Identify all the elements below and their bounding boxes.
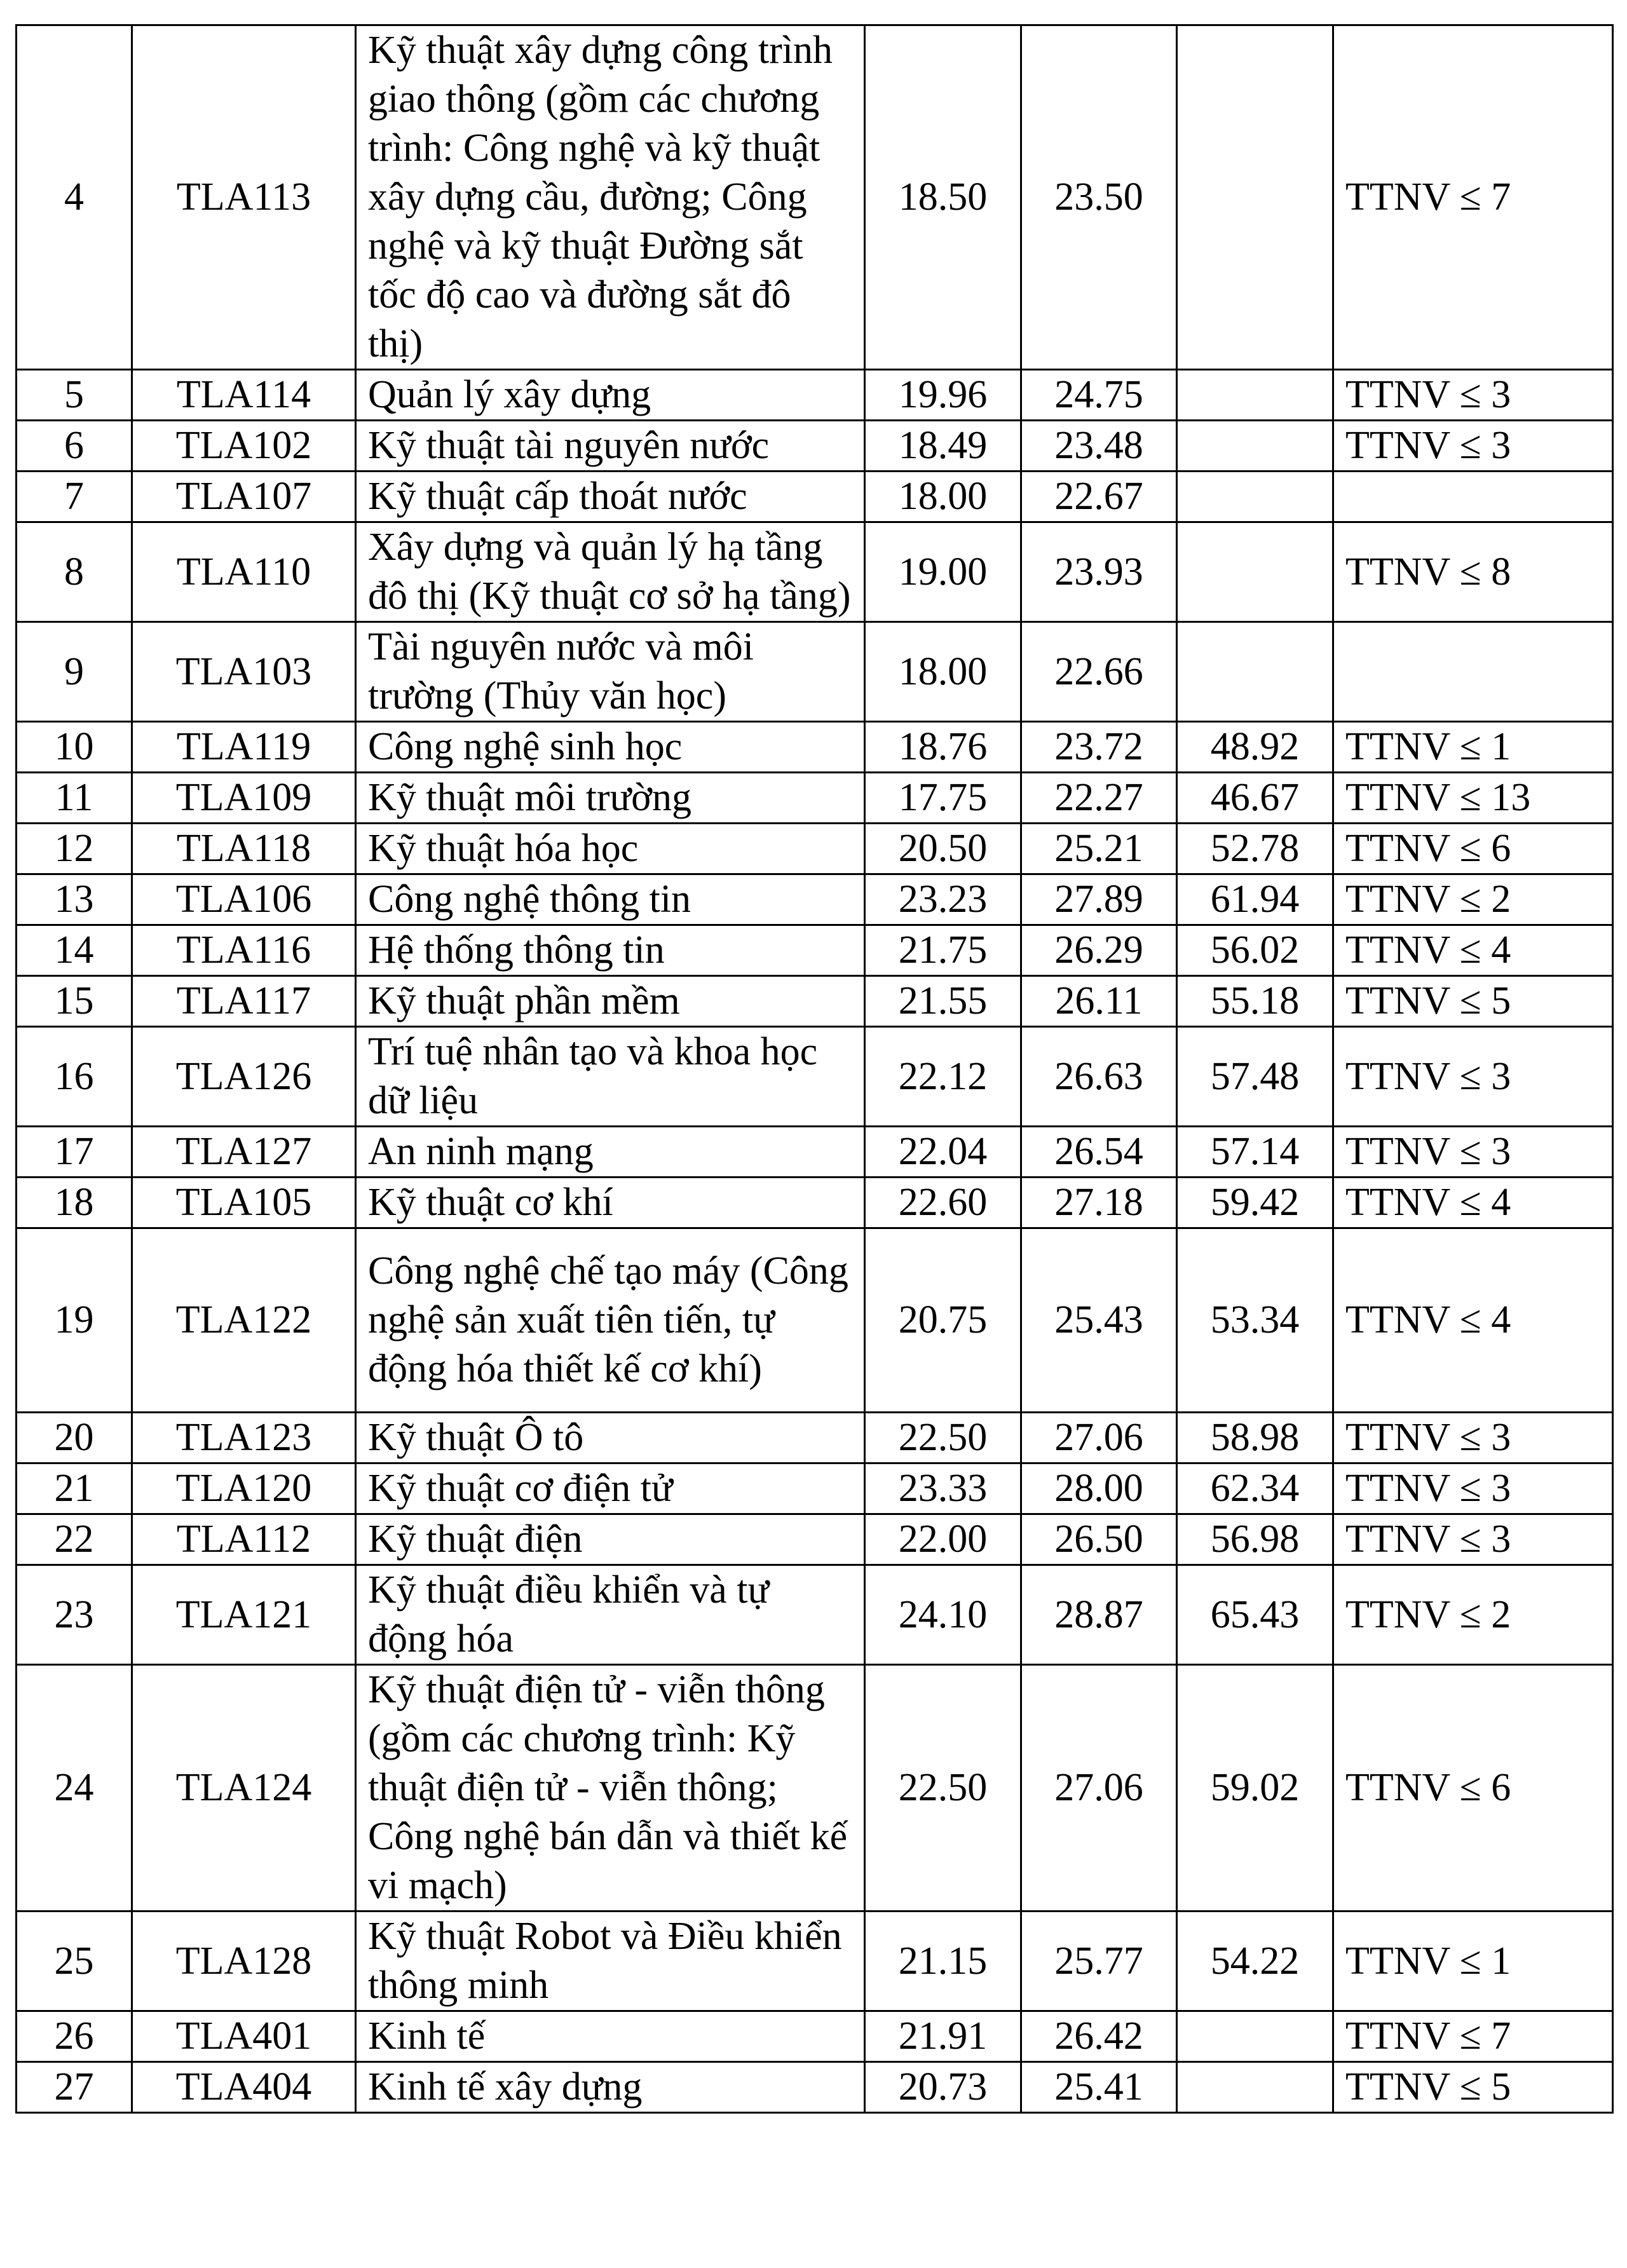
score-cell: 18.00 (865, 622, 1021, 722)
table-row (17, 1178, 1613, 1228)
score-cell (1177, 370, 1333, 421)
row-number-cell: 18 (17, 1178, 132, 1228)
score-cell: 23.48 (1021, 421, 1177, 472)
priority-note-cell (1333, 472, 1613, 522)
program-code-cell: TLA113 (132, 25, 356, 370)
admission-score-table (15, 24, 1614, 2114)
program-name-cell: Kỹ thuật điều khiển và tự động hóa (356, 1565, 865, 1665)
table-row (17, 25, 1613, 370)
program-name-cell: Kinh tế xây dựng (356, 2062, 865, 2113)
priority-note-cell: TTNV ≤ 6 (1333, 1665, 1613, 1912)
row-number-cell: 16 (17, 1027, 132, 1127)
score-cell: 25.43 (1021, 1228, 1177, 1413)
score-cell: 22.50 (865, 1413, 1021, 1463)
table-row (17, 522, 1613, 622)
score-cell: 55.18 (1177, 976, 1333, 1027)
score-cell: 27.06 (1021, 1665, 1177, 1912)
row-number-cell: 21 (17, 1463, 132, 1514)
score-cell: 21.15 (865, 1912, 1021, 2011)
program-code-cell: TLA107 (132, 472, 356, 522)
program-code-cell: TLA124 (132, 1665, 356, 1912)
table-row (17, 2011, 1613, 2062)
score-cell: 22.27 (1021, 773, 1177, 824)
row-number-cell: 25 (17, 1912, 132, 2011)
score-cell: 26.50 (1021, 1514, 1177, 1565)
score-cell: 52.78 (1177, 824, 1333, 874)
program-code-cell: TLA102 (132, 421, 356, 472)
table-row (17, 976, 1613, 1027)
program-code-cell: TLA110 (132, 522, 356, 622)
program-name-cell: Công nghệ chế tạo máy (Công nghệ sản xuất tiên tiến, tự động hóa thiết kế cơ khí) (356, 1228, 865, 1413)
program-name-cell: Kỹ thuật điện tử - viễn thông (gồm các chương trình: Kỹ thuật điện tử - viễn thông; Công nghệ bán dẫn và thiết kế vi mạch) (356, 1665, 865, 1912)
program-code-cell: TLA126 (132, 1027, 356, 1127)
score-cell: 22.04 (865, 1127, 1021, 1178)
score-cell: 18.76 (865, 722, 1021, 773)
score-cell: 27.89 (1021, 874, 1177, 925)
program-code-cell: TLA116 (132, 925, 356, 976)
priority-note-cell: TTNV ≤ 3 (1333, 1514, 1613, 1565)
table-row (17, 1127, 1613, 1178)
score-cell: 26.11 (1021, 976, 1177, 1027)
table-row (17, 925, 1613, 976)
score-cell (1177, 2011, 1333, 2062)
score-cell: 25.41 (1021, 2062, 1177, 2113)
score-cell: 22.12 (865, 1027, 1021, 1127)
program-name-cell: Trí tuệ nhân tạo và khoa học dữ liệu (356, 1027, 865, 1127)
program-code-cell: TLA120 (132, 1463, 356, 1514)
program-name-cell: Kỹ thuật hóa học (356, 824, 865, 874)
score-cell: 18.49 (865, 421, 1021, 472)
program-code-cell: TLA106 (132, 874, 356, 925)
program-code-cell: TLA114 (132, 370, 356, 421)
program-code-cell: TLA117 (132, 976, 356, 1027)
score-cell: 26.63 (1021, 1027, 1177, 1127)
score-cell: 23.23 (865, 874, 1021, 925)
row-number-cell: 10 (17, 722, 132, 773)
score-cell: 65.43 (1177, 1565, 1333, 1665)
score-cell: 22.50 (865, 1665, 1021, 1912)
priority-note-cell: TTNV ≤ 4 (1333, 1178, 1613, 1228)
score-cell: 26.42 (1021, 2011, 1177, 2062)
priority-note-cell: TTNV ≤ 8 (1333, 522, 1613, 622)
score-cell: 57.14 (1177, 1127, 1333, 1178)
score-cell: 53.34 (1177, 1228, 1333, 1413)
priority-note-cell: TTNV ≤ 3 (1333, 1027, 1613, 1127)
row-number-cell: 22 (17, 1514, 132, 1565)
program-name-cell: Kỹ thuật tài nguyên nước (356, 421, 865, 472)
program-name-cell: An ninh mạng (356, 1127, 865, 1178)
score-cell: 56.02 (1177, 925, 1333, 976)
table-row (17, 472, 1613, 522)
score-cell: 23.72 (1021, 722, 1177, 773)
program-name-cell: Xây dựng và quản lý hạ tầng đô thị (Kỹ thuật cơ sở hạ tầng) (356, 522, 865, 622)
table-row (17, 421, 1613, 472)
score-cell (1177, 622, 1333, 722)
score-cell: 22.60 (865, 1178, 1021, 1228)
program-name-cell: Kỹ thuật Ô tô (356, 1413, 865, 1463)
score-cell: 21.91 (865, 2011, 1021, 2062)
row-number-cell: 14 (17, 925, 132, 976)
priority-note-cell: TTNV ≤ 3 (1333, 1413, 1613, 1463)
program-name-cell: Kỹ thuật cơ khí (356, 1178, 865, 1228)
row-number-cell: 27 (17, 2062, 132, 2113)
priority-note-cell: TTNV ≤ 1 (1333, 1912, 1613, 2011)
row-number-cell: 20 (17, 1413, 132, 1463)
score-cell: 28.87 (1021, 1565, 1177, 1665)
score-cell: 22.67 (1021, 472, 1177, 522)
row-number-cell: 7 (17, 472, 132, 522)
table-row (17, 722, 1613, 773)
table-row (17, 1027, 1613, 1127)
table-row (17, 2062, 1613, 2113)
program-code-cell: TLA404 (132, 2062, 356, 2113)
table-row (17, 874, 1613, 925)
score-cell: 57.48 (1177, 1027, 1333, 1127)
program-code-cell: TLA122 (132, 1228, 356, 1413)
program-name-cell: Kỹ thuật phần mềm (356, 976, 865, 1027)
program-name-cell: Kỹ thuật cơ điện tử (356, 1463, 865, 1514)
priority-note-cell: TTNV ≤ 4 (1333, 925, 1613, 976)
score-cell: 19.96 (865, 370, 1021, 421)
priority-note-cell: TTNV ≤ 5 (1333, 2062, 1613, 2113)
row-number-cell: 26 (17, 2011, 132, 2062)
score-cell: 58.98 (1177, 1413, 1333, 1463)
table-row (17, 773, 1613, 824)
score-cell: 23.50 (1021, 25, 1177, 370)
program-code-cell: TLA109 (132, 773, 356, 824)
priority-note-cell: TTNV ≤ 3 (1333, 1127, 1613, 1178)
program-code-cell: TLA103 (132, 622, 356, 722)
score-cell: 20.50 (865, 824, 1021, 874)
score-cell: 59.42 (1177, 1178, 1333, 1228)
program-name-cell: Kỹ thuật Robot và Điều khiển thông minh (356, 1912, 865, 2011)
table-row (17, 622, 1613, 722)
score-cell: 62.34 (1177, 1463, 1333, 1514)
row-number-cell: 9 (17, 622, 132, 722)
score-cell: 17.75 (865, 773, 1021, 824)
table-row (17, 370, 1613, 421)
score-cell: 21.55 (865, 976, 1021, 1027)
priority-note-cell: TTNV ≤ 3 (1333, 1463, 1613, 1514)
score-cell: 25.77 (1021, 1912, 1177, 2011)
row-number-cell: 13 (17, 874, 132, 925)
score-cell: 22.00 (865, 1514, 1021, 1565)
score-cell: 18.00 (865, 472, 1021, 522)
table-body (17, 25, 1613, 2113)
score-cell: 24.75 (1021, 370, 1177, 421)
score-cell: 20.73 (865, 2062, 1021, 2113)
score-cell (1177, 2062, 1333, 2113)
row-number-cell: 11 (17, 773, 132, 824)
score-cell (1177, 25, 1333, 370)
row-number-cell: 17 (17, 1127, 132, 1178)
program-code-cell: TLA112 (132, 1514, 356, 1565)
table-row (17, 1463, 1613, 1514)
program-code-cell: TLA121 (132, 1565, 356, 1665)
priority-note-cell: TTNV ≤ 6 (1333, 824, 1613, 874)
table-row (17, 1565, 1613, 1665)
score-cell (1177, 472, 1333, 522)
row-number-cell: 4 (17, 25, 132, 370)
row-number-cell: 19 (17, 1228, 132, 1413)
program-code-cell: TLA105 (132, 1178, 356, 1228)
score-cell: 27.06 (1021, 1413, 1177, 1463)
score-cell: 20.75 (865, 1228, 1021, 1413)
score-cell (1177, 421, 1333, 472)
priority-note-cell: TTNV ≤ 2 (1333, 874, 1613, 925)
priority-note-cell: TTNV ≤ 3 (1333, 370, 1613, 421)
program-name-cell: Công nghệ sinh học (356, 722, 865, 773)
priority-note-cell: TTNV ≤ 5 (1333, 976, 1613, 1027)
table-row (17, 1665, 1613, 1912)
score-cell (1177, 522, 1333, 622)
score-cell: 26.54 (1021, 1127, 1177, 1178)
score-cell: 19.00 (865, 522, 1021, 622)
score-cell: 46.67 (1177, 773, 1333, 824)
table-row (17, 1228, 1613, 1413)
program-name-cell: Kỹ thuật xây dựng công trình giao thông (gồm các chương trình: Công nghệ và kỹ thuật xây dựng cầu, đường; Công nghệ và kỹ thuật Đường sắt tốc độ cao và đường sắt đô thị) (356, 25, 865, 370)
score-cell: 54.22 (1177, 1912, 1333, 2011)
row-number-cell: 8 (17, 522, 132, 622)
program-name-cell: Kinh tế (356, 2011, 865, 2062)
program-code-cell: TLA118 (132, 824, 356, 874)
program-name-cell: Kỹ thuật điện (356, 1514, 865, 1565)
program-name-cell: Tài nguyên nước và môi trường (Thủy văn học) (356, 622, 865, 722)
table-row (17, 1413, 1613, 1463)
priority-note-cell: TTNV ≤ 1 (1333, 722, 1613, 773)
program-code-cell: TLA123 (132, 1413, 356, 1463)
priority-note-cell: TTNV ≤ 7 (1333, 25, 1613, 370)
program-name-cell: Kỹ thuật cấp thoát nước (356, 472, 865, 522)
score-cell: 25.21 (1021, 824, 1177, 874)
score-cell: 23.93 (1021, 522, 1177, 622)
score-cell: 24.10 (865, 1565, 1021, 1665)
program-name-cell: Kỹ thuật môi trường (356, 773, 865, 824)
program-name-cell: Công nghệ thông tin (356, 874, 865, 925)
program-name-cell: Quản lý xây dựng (356, 370, 865, 421)
score-cell: 59.02 (1177, 1665, 1333, 1912)
row-number-cell: 6 (17, 421, 132, 472)
row-number-cell: 5 (17, 370, 132, 421)
score-cell: 26.29 (1021, 925, 1177, 976)
score-cell: 23.33 (865, 1463, 1021, 1514)
priority-note-cell (1333, 622, 1613, 722)
score-cell: 48.92 (1177, 722, 1333, 773)
row-number-cell: 23 (17, 1565, 132, 1665)
priority-note-cell: TTNV ≤ 2 (1333, 1565, 1613, 1665)
program-name-cell: Hệ thống thông tin (356, 925, 865, 976)
score-cell: 22.66 (1021, 622, 1177, 722)
score-cell: 18.50 (865, 25, 1021, 370)
table-row (17, 1514, 1613, 1565)
program-code-cell: TLA119 (132, 722, 356, 773)
score-cell: 28.00 (1021, 1463, 1177, 1514)
score-cell: 61.94 (1177, 874, 1333, 925)
row-number-cell: 12 (17, 824, 132, 874)
score-cell: 21.75 (865, 925, 1021, 976)
priority-note-cell: TTNV ≤ 13 (1333, 773, 1613, 824)
row-number-cell: 24 (17, 1665, 132, 1912)
priority-note-cell: TTNV ≤ 7 (1333, 2011, 1613, 2062)
priority-note-cell: TTNV ≤ 4 (1333, 1228, 1613, 1413)
row-number-cell: 15 (17, 976, 132, 1027)
score-cell: 56.98 (1177, 1514, 1333, 1565)
program-code-cell: TLA128 (132, 1912, 356, 2011)
table-row (17, 1912, 1613, 2011)
priority-note-cell: TTNV ≤ 3 (1333, 421, 1613, 472)
program-code-cell: TLA127 (132, 1127, 356, 1178)
program-code-cell: TLA401 (132, 2011, 356, 2062)
table-row (17, 824, 1613, 874)
score-cell: 27.18 (1021, 1178, 1177, 1228)
